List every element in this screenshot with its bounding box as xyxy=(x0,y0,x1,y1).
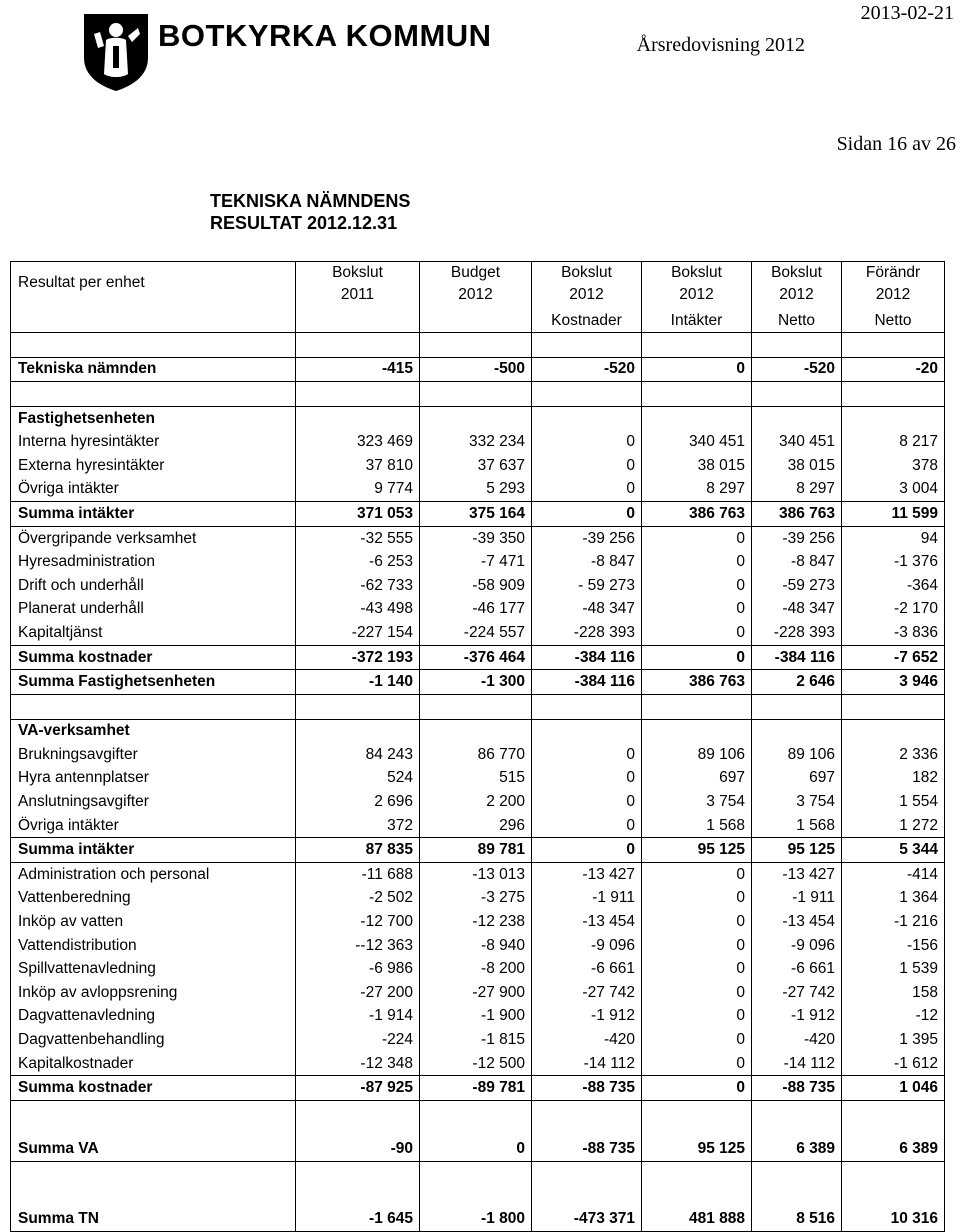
table-row: Kapitaltjänst -227 154 -224 557 -228 393 0 -228 393 -3 836 xyxy=(11,621,945,645)
table-row: Övergripande verksamhet -32 555 -39 350 -39 256 0 -39 256 94 xyxy=(11,526,945,550)
title-line-2: RESULTAT 2012.12.31 xyxy=(210,213,398,233)
table-row: Externa hyresintäkter 37 810 37 637 0 38 015 38 015 378 xyxy=(11,454,945,478)
table-row: Drift och underhåll -62 733 -58 909 - 59 273 0 -59 273 -364 xyxy=(11,574,945,598)
table-header-row xyxy=(11,262,945,333)
table-row: Spillvattenavledning -6 986 -8 200 -6 661 0 -6 661 1 539 xyxy=(11,957,945,981)
section-heading-va-verksamhet: VA-verksamhet xyxy=(11,719,945,743)
table-row: Summa VA -90 0 -88 735 95 125 6 389 6 389 xyxy=(11,1137,945,1161)
column-header-bokslut-2011: Bokslut 2011 xyxy=(296,262,420,333)
section-heading-fastighetsenheten: Fastighetsenheten xyxy=(11,406,945,430)
table-row: Dagvattenbehandling -224 -1 815 -420 0 -420 1 395 xyxy=(11,1028,945,1052)
table-row: Övriga intäkter 9 774 5 293 0 8 297 8 297 3 004 xyxy=(11,478,945,502)
table-row: Vattendistribution --12 363 -8 940 -9 096 0 -9 096 -156 xyxy=(11,934,945,958)
table-row: Kapitalkostnader -12 348 -12 500 -14 112 0 -14 112 -1 612 xyxy=(11,1052,945,1076)
report-title: Årsredovisning 2012 xyxy=(636,34,805,56)
column-header-forandr-2012: Förändr 2012 Netto xyxy=(842,262,945,333)
table-row: Dagvattenavledning -1 914 -1 900 -1 912 0 -1 912 -12 xyxy=(11,1005,945,1029)
table-row: Summa intäkter 371 053 375 164 0 386 763 386 763 11 599 xyxy=(11,502,945,527)
table-row: Tekniska nämnden -415 -500 -520 0 -520 -20 xyxy=(11,357,945,382)
page-number: Sidan 16 av 26 xyxy=(836,133,956,155)
document-date: 2013-02-21 xyxy=(860,2,954,24)
table-row: Summa kostnader -87 925 -89 781 -88 735 0 -88 735 1 046 xyxy=(11,1076,945,1101)
table-row: Summa kostnader -372 193 -376 464 -384 116 0 -384 116 -7 652 xyxy=(11,645,945,670)
document-title xyxy=(210,190,410,234)
table-row: Hyresadministration -6 253 -7 471 -8 847 0 -8 847 -1 376 xyxy=(11,550,945,574)
table-row: Summa intäkter 87 835 89 781 0 95 125 95 125 5 344 xyxy=(11,838,945,863)
column-header-kostnader-2012: Bokslut 2012 Kostnader xyxy=(532,262,642,333)
table-row: Övriga intäkter 372 296 0 1 568 1 568 1 272 xyxy=(11,814,945,838)
table-row: Anslutningsavgifter 2 696 2 200 0 3 754 3 754 1 554 xyxy=(11,790,945,814)
table-row: Vattenberedning -2 502 -3 275 -1 911 0 -1 911 1 364 xyxy=(11,887,945,911)
table-row: Planerat underhåll -43 498 -46 177 -48 347 0 -48 347 -2 170 xyxy=(11,598,945,622)
table-row: Administration och personal -11 688 -13 013 -13 427 0 -13 427 -414 xyxy=(11,863,945,887)
table-row: Interna hyresintäkter 323 469 332 234 0 340 451 340 451 8 217 xyxy=(11,430,945,454)
column-header-intakter-2012: Bokslut 2012 Intäkter xyxy=(642,262,752,333)
table-row: Summa TN -1 645 -1 800 -473 371 481 888 8 516 10 316 xyxy=(11,1208,945,1232)
table-row: Summa Fastighetsenheten -1 140 -1 300 -384 116 386 763 2 646 3 946 xyxy=(11,670,945,695)
table-row: Brukningsavgifter 84 243 86 770 0 89 106 89 106 2 336 xyxy=(11,743,945,767)
title-line-1: TEKNISKA NÄMNDENS xyxy=(210,191,411,211)
table-row: Inköp av vatten -12 700 -12 238 -13 454 0 -13 454 -1 216 xyxy=(11,910,945,934)
table-row: Inköp av avloppsrening -27 200 -27 900 -27 742 0 -27 742 158 xyxy=(11,981,945,1005)
brand-name: BOTKYRKA KOMMUN xyxy=(158,18,492,53)
results-table xyxy=(10,261,945,1232)
table-row: Hyra antennplatser 524 515 0 697 697 182 xyxy=(11,767,945,791)
page-header xyxy=(0,0,960,100)
column-header-netto-2012: Bokslut 2012 Netto xyxy=(752,262,842,333)
column-header-budget-2012: Budget 2012 xyxy=(420,262,532,333)
column-header-unit: Resultat per enhet xyxy=(11,262,296,333)
coat-of-arms-logo xyxy=(82,12,150,92)
